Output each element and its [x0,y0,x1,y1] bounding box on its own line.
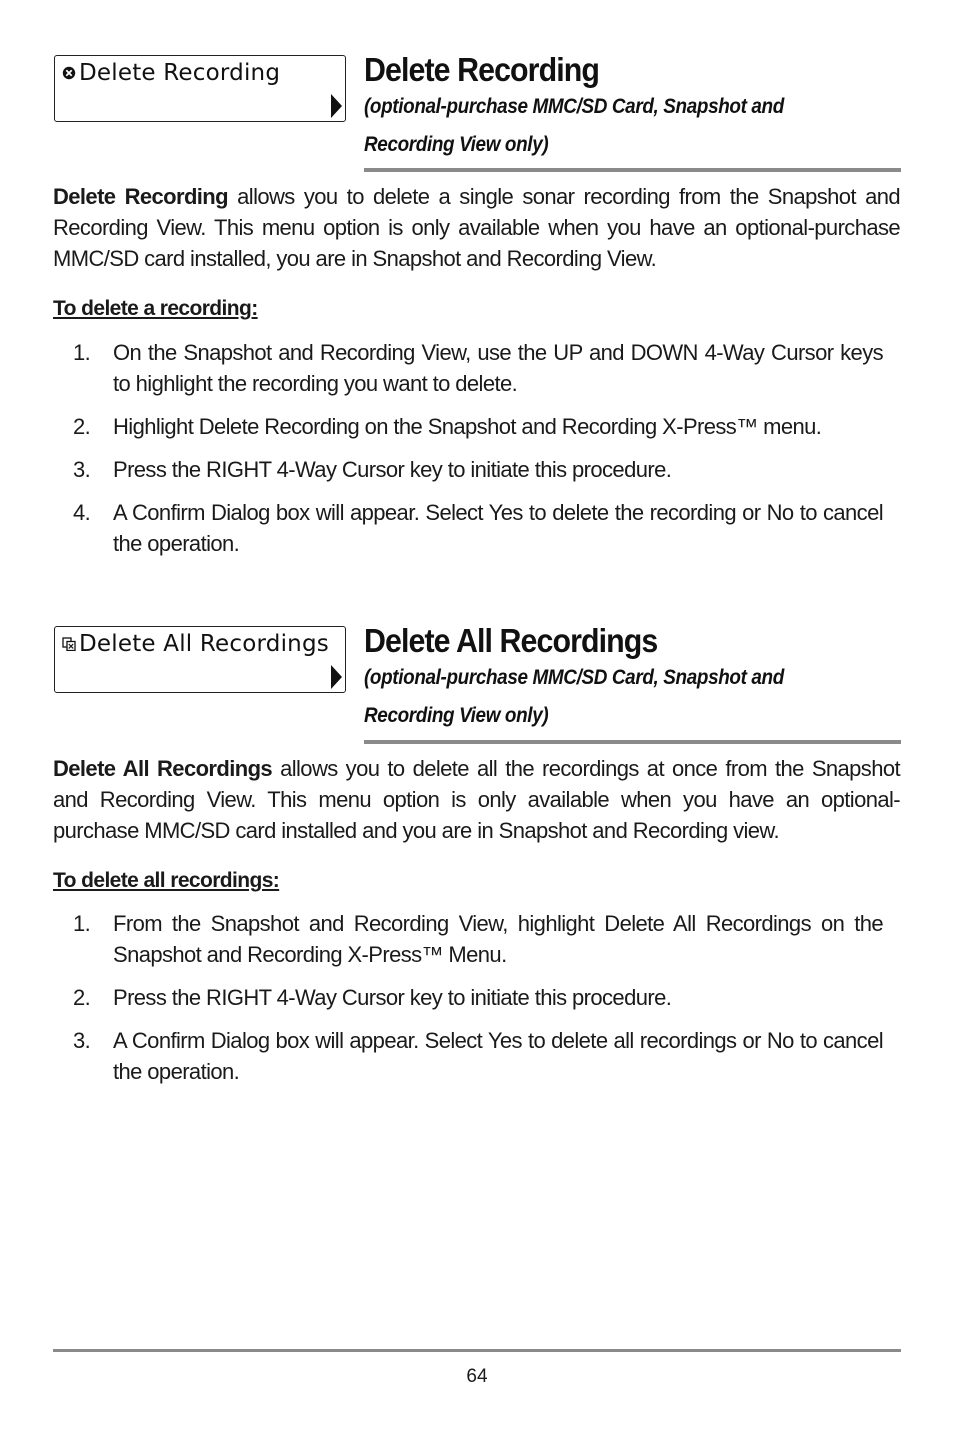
step-text: A Confirm Dialog box will appear. Select Yes to delete all recordings or No to cancel the operation. [113,1028,883,1084]
procedure-title: To delete all recordings: [53,869,280,892]
section-subtitle-line1: (optional-purchase MMC/SD Card, Snapshot and [364,666,784,689]
x-circle-icon [62,66,76,80]
delete-recording-menu-graphic [54,55,346,122]
step-item [53,454,883,485]
section-subtitle-line2: Recording View only) [364,704,549,727]
step-item [53,982,883,1013]
section-title: Delete Recording [364,51,599,88]
section-divider [364,168,901,172]
step-number: 1. [73,911,91,936]
step-item [53,411,883,442]
procedure-title: To delete a recording: [53,297,258,320]
section-description [53,753,900,846]
step-item [53,337,883,399]
menu-label: Delete Recording [79,60,281,86]
step-text: From the Snapshot and Recording View, highlight Delete All Recordings on the Snapshot and Recording X-Press™ Menu. [113,911,883,967]
section-description [53,181,900,274]
step-number: 1. [73,340,91,365]
step-text: Press the RIGHT 4-Way Cursor key to initiate this procedure. [113,985,672,1010]
step-item [53,908,883,970]
step-number: 4. [73,500,91,525]
section-subtitle-line1: (optional-purchase MMC/SD Card, Snapshot and [364,95,784,118]
step-text: A Confirm Dialog box will appear. Select Yes to delete the recording or No to cancel the operation. [113,500,883,556]
step-item [53,497,883,559]
section-divider [364,740,901,744]
right-arrow-icon [329,664,343,690]
section-title: Delete All Recordings [364,622,658,659]
step-number: 2. [73,414,91,439]
step-text: Press the RIGHT 4-Way Cursor key to initiate this procedure. [113,457,672,482]
delete-all-recordings-menu-graphic [54,626,346,693]
step-number: 3. [73,1028,91,1053]
description-term: Delete All Recordings [53,756,273,781]
step-text: On the Snapshot and Recording View, use the UP and DOWN 4-Way Cursor keys to highlight the recording you want to delete. [113,340,883,396]
section-heading [364,52,900,164]
menu-label: Delete All Recordings [79,631,329,657]
multi-file-icon [62,637,76,651]
procedure-steps [53,908,883,1087]
footer-divider [53,1349,901,1352]
section-subtitle-line2: Recording View only) [364,133,549,156]
page-number: 64 [466,1366,488,1387]
step-text: Highlight Delete Recording on the Snapshot and Recording X-Press™ menu. [113,414,822,439]
step-number: 3. [73,457,91,482]
description-text: allows you to delete a single sonar recording from the Snapshot and Recording View. This menu option is only available when you have an optional-purchase MMC/SD card installed, you are in Snapshot and Recording View. [53,184,900,271]
step-item [53,1025,883,1087]
right-arrow-icon [329,93,343,119]
procedure-steps [53,337,883,559]
description-text: allows you to delete all the recordings at once from the Snapshot and Recording View. This menu option is only available when you have an optional-purchase MMC/SD card installed and you are in Snapshot and Recording view. [53,756,900,843]
step-number: 2. [73,985,91,1010]
description-term: Delete Recording [53,184,228,209]
section-heading [364,623,900,735]
